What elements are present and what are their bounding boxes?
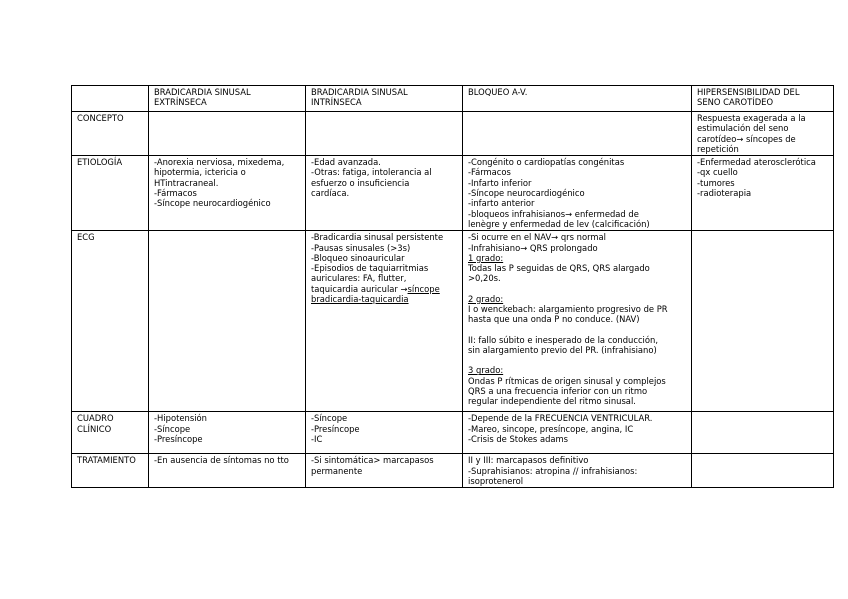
header-row xyxy=(72,86,834,112)
cell-concepto-seno: Respuesta exagerada a la estimulación del seno carotídeo→ síncopes de repetición xyxy=(692,112,834,156)
comparison-table xyxy=(71,85,834,488)
cell-etiologia-bloqueo: -Congénito o cardiopatías congénitas -Fármacos -Infarto inferior -Síncope neurocardiogénico -infarto anterior -bloqueos infrahisianos→ enfermedad de lenègre y enfermedad de lev (calcificación) xyxy=(463,156,692,231)
row-label-tratamiento: TRATAMIENTO xyxy=(72,454,149,488)
row-tratamiento xyxy=(72,454,834,488)
cell-tratamiento-seno xyxy=(692,454,834,488)
cell-etiologia-seno: -Enfermedad aterosclerótica -qx cuello -tumores -radioterapia xyxy=(692,156,834,231)
cell-etiologia-extrinseca: -Anorexia nerviosa, mixedema, hipotermia, ictericia o HTintracraneal. -Fármacos -Síncope neurocardiogénico xyxy=(149,156,306,231)
header-empty-cell xyxy=(72,86,149,112)
cell-ecg-intrinseca: -Bradicardia sinusal persistente -Pausas sinusales (>3s) -Bloqueo sinoauricular -Episodios de taquiarritmias auriculares: FA, flutter, taquicardia auricular →síncope bradicardia-taquicardia xyxy=(306,231,463,412)
cell-concepto-bloqueo xyxy=(463,112,692,156)
header-seno-carotideo: HIPERSENSIBILIDAD DEL SENO CAROTÍDEO xyxy=(692,86,834,112)
cell-ecg-extrinseca xyxy=(149,231,306,412)
header-bloqueo: BLOQUEO A-V. xyxy=(463,86,692,112)
cell-cuadro-intrinseca: -Síncope -Presíncope -IC xyxy=(306,412,463,454)
row-cuadro-clinico xyxy=(72,412,834,454)
grado-1-title: 1 grado: xyxy=(468,252,504,263)
header-extrinseca: BRADICARDIA SINUSAL EXTRÍNSECA xyxy=(149,86,306,112)
cell-tratamiento-extrinseca: -En ausencia de síntomas no tto xyxy=(149,454,306,488)
row-ecg xyxy=(72,231,834,412)
row-label-concepto: CONCEPTO xyxy=(72,112,149,156)
cell-etiologia-intrinseca: -Edad avanzada. -Otras: fatiga, intolerancia al esfuerzo o insuficiencia cardíaca. xyxy=(306,156,463,231)
cell-concepto-extrinseca xyxy=(149,112,306,156)
cell-concepto-intrinseca xyxy=(306,112,463,156)
taquicardia-line: taquicardia auricular →síncope xyxy=(311,283,440,294)
row-label-ecg: ECG xyxy=(72,231,149,412)
cell-ecg-seno xyxy=(692,231,834,412)
cell-cuadro-seno xyxy=(692,412,834,454)
cell-ecg-bloqueo: -Si ocurre en el NAV→ qrs normal -Infrahisiano→ QRS prolongado 1 grado: Todas las P seguidas de QRS, QRS alargado >0,20s. 2 grado: I o wenckebach: alargamiento progresivo de PR hasta que una onda P no conduce. (NAV) II: fallo súbito e inesperado de la conducción, sin alargamiento previo del PR. (infrahisiano) 3 grado: Ondas P rítmicas de origen sinusal y complejos QRS a una frecuencia inferior con un ritmo regular independiente del ritmo sinusal. xyxy=(463,231,692,412)
cell-cuadro-bloqueo: -Depende de la FRECUENCIA VENTRICULAR. -Mareo, sincope, presíncope, angina, IC -Crisis de Stokes adams xyxy=(463,412,692,454)
cell-cuadro-extrinseca: -Hipotensión -Síncope -Presíncope xyxy=(149,412,306,454)
row-label-etiologia: ETIOLOGÍA xyxy=(72,156,149,231)
grado-2-title: 2 grado: xyxy=(468,293,504,304)
grado-3-title: 3 grado: xyxy=(468,365,504,376)
header-intrinseca: BRADICARDIA SINUSAL INTRÍNSECA xyxy=(306,86,463,112)
cell-tratamiento-intrinseca: -Si sintomática> marcapasos permanente xyxy=(306,454,463,488)
row-label-cuadro-clinico: CUADRO CLÍNICO xyxy=(72,412,149,454)
cell-tratamiento-bloqueo: II y III: marcapasos definitivo -Suprahisianos: atropina // infrahisianos: isoprotenerol xyxy=(463,454,692,488)
row-concepto xyxy=(72,112,834,156)
row-etiologia xyxy=(72,156,834,231)
